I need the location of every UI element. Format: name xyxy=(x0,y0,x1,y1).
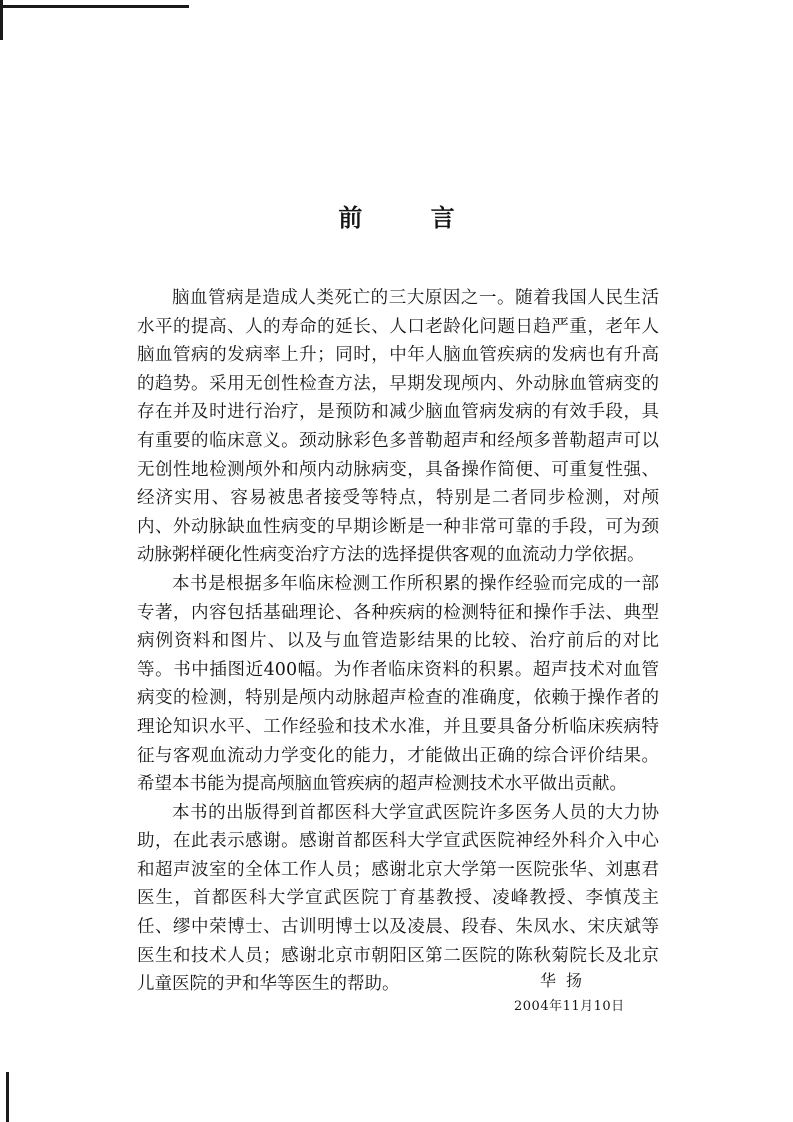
paragraph-2: 本书是根据多年临床检测工作所积累的操作经验而完成的一部专著，内容包括基础理论、各种疾病的检测特征和操作手法、典型病例资料和图片、以及与血管造影结果的比较、治疗前后的对比等。书中插图近400幅。为作者临床资料的积累。超声技术对血管病变的检测，特别是颅内动脉超声检查的准确度，依赖于操作者的理论知识水平、工作经验和技术水准，并且要具备分析临床疾病特征与客观血流动力学变化的能力，才能做出正确的综合评价结果。希望本书能为提高颅脑血管疾病的超声检测技术水平做出贡献。 xyxy=(137,573,659,795)
preface-body xyxy=(137,284,659,999)
page-edge-rule-top xyxy=(0,5,189,8)
paragraph-3: 本书的出版得到首都医科大学宣武医院许多医务人员的大力协助，在此表示感谢。感谢首都医科大学宣武医院神经外科介入中心和超声波室的全体工作人员；感谢北京大学第一医院张华、刘惠君医生，首都医科大学宣武医院丁育基教授、凌峰教授、李慎茂主任、缪中荣博士、古训明博士以及凌晨、段春、朱凤水、宋庆斌等医生和技术人员；感谢北京市朝阳区第二医院的陈秋菊院长及北京儿童医院的尹和华等医生的帮助。 xyxy=(137,802,659,995)
signature-date: 2004年11月10日 xyxy=(514,999,625,1014)
paragraph-1: 脑血管病是造成人类死亡的三大原因之一。随着我国人民生活水平的提高、人的寿命的延长、人口老龄化问题日趋严重，老年人脑血管病的发病率上升；同时，中年人脑血管疾病的发病也有升高的趋势。采用无创性检查方法，早期发现颅内、外动脉血管病变的存在并及时进行治疗，是预防和减少脑血管病发病的有效手段，具有重要的临床意义。颈动脉彩色多普勒超声和经颅多普勒超声可以无创性地检测颅外和颅内动脉病变，具备操作简便、可重复性强、经济实用、容易被患者接受等特点，特别是二者同步检测，对颅内、外动脉缺血性病变的早期诊断是一种非常可靠的手段，可为颈动脉粥样硬化性病变治疗方法的选择提供客观的血流动力学依据。 xyxy=(137,288,659,566)
page-edge-rule-left xyxy=(0,0,3,40)
page-edge-rule-bottom xyxy=(6,1072,9,1122)
page-title: 前 言 xyxy=(338,203,485,233)
signature-author: 华扬 xyxy=(540,971,593,990)
